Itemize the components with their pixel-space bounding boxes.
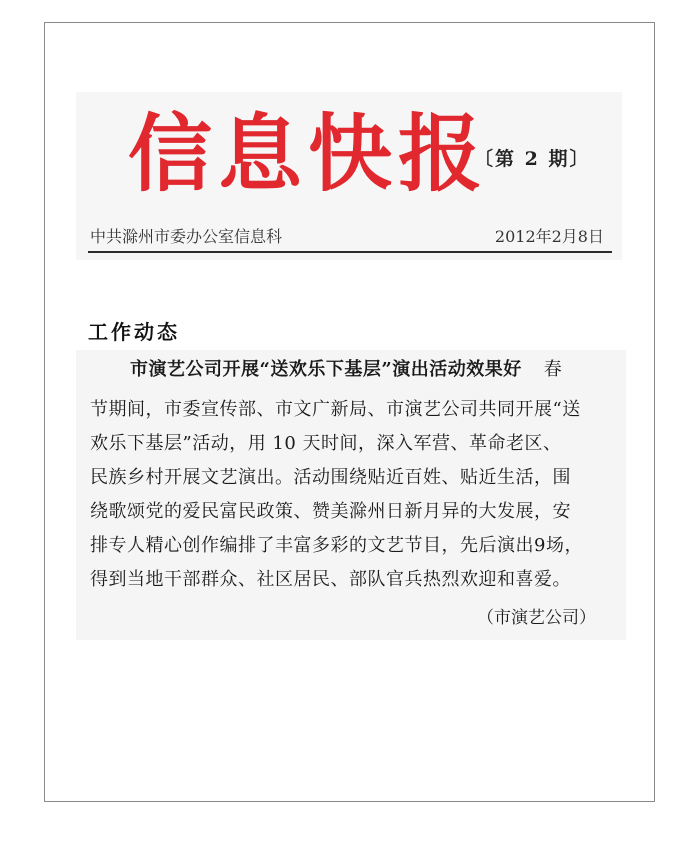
article-line-1: 春: [543, 359, 563, 380]
article-line-2: 节期间，市委宣传部、市文广新局、市演艺公司共同开展“送: [90, 399, 581, 420]
article-line-4: 民族乡村开展文艺演出。活动围绕贴近百姓、贴近生活，围: [90, 467, 571, 488]
article-line-7: 得到当地干部群众、社区居民、部队官兵热烈欢迎和喜爱。: [90, 569, 571, 590]
article-first-line: [130, 354, 562, 386]
article-headline: 市演艺公司开展“送欢乐下基层”演出活动效果好: [130, 359, 522, 380]
article-source: （市演艺公司）: [477, 608, 596, 628]
issuing-office: 中共滁州市委办公室信息科: [90, 227, 283, 246]
article-line-3: 欢乐下基层”活动，用 10 天时间，深入军营、革命老区、: [90, 433, 562, 454]
article-line-6: 排专人精心创作编排了丰富多彩的文艺节目，先后演出9场，: [90, 535, 583, 556]
masthead-title: 信息快报: [128, 104, 489, 203]
issue-label: 〔第 2 期〕: [474, 148, 591, 170]
issue-number: [474, 144, 614, 174]
issue-date: 2012年2月8日: [494, 227, 604, 246]
article-line-5: 绕歌颂党的爱民富民政策、赞美滁州日新月异的大发展，安: [90, 501, 571, 522]
header-divider: [88, 251, 612, 253]
section-title: 工作动态: [88, 320, 180, 344]
